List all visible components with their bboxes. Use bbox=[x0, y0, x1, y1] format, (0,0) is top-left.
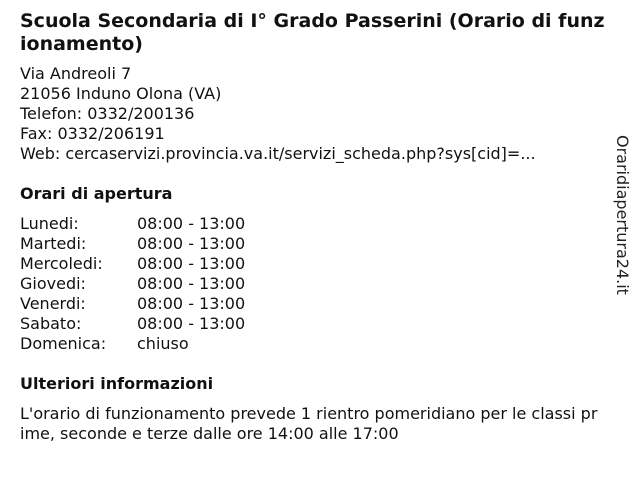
fax-number: Fax: 0332/206191 bbox=[20, 124, 165, 143]
table-row bbox=[20, 274, 245, 294]
hours-value: 08:00 - 13:00 bbox=[137, 214, 246, 233]
hours-value: chiuso bbox=[137, 334, 189, 353]
day-label: Lunedi: bbox=[20, 214, 79, 233]
opening-hours-table bbox=[20, 214, 245, 354]
table-row bbox=[20, 254, 245, 274]
city-address: 21056 Induno Olona (VA) bbox=[20, 84, 222, 103]
address-block bbox=[20, 64, 536, 164]
site-watermark: Oraridiapertura24.it bbox=[613, 135, 632, 295]
table-row bbox=[20, 294, 245, 314]
website-link[interactable]: Web: cercaservizi.provincia.va.it/servizi_scheda.php?sys[cid]=... bbox=[20, 144, 536, 163]
day-label: Giovedi: bbox=[20, 274, 86, 293]
hours-value: 08:00 - 13:00 bbox=[137, 314, 246, 333]
opening-hours-heading: Orari di apertura bbox=[20, 184, 173, 203]
phone-number: Telefon: 0332/200136 bbox=[20, 104, 195, 123]
day-label: Mercoledi: bbox=[20, 254, 103, 273]
more-info-heading: Ulteriori informazioni bbox=[20, 374, 214, 393]
more-info-text: L'orario di funzionamento prevede 1 rientro pomeridiano per le classi prime, seconde e terze dalle ore 14:00 alle 17:00 bbox=[20, 404, 598, 443]
hours-value: 08:00 - 13:00 bbox=[137, 234, 246, 253]
table-row bbox=[20, 314, 245, 334]
page-title: Scuola Secondaria di I° Grado Passerini (Orario di funzionamento) bbox=[20, 10, 605, 55]
day-label: Sabato: bbox=[20, 314, 82, 333]
hours-value: 08:00 - 13:00 bbox=[137, 294, 246, 313]
table-row bbox=[20, 214, 245, 234]
day-label: Venerdi: bbox=[20, 294, 86, 313]
day-label: Martedi: bbox=[20, 234, 87, 253]
hours-value: 08:00 - 13:00 bbox=[137, 254, 246, 273]
table-row bbox=[20, 234, 245, 254]
table-row bbox=[20, 334, 245, 354]
day-label: Domenica: bbox=[20, 334, 107, 353]
hours-value: 08:00 - 13:00 bbox=[137, 274, 246, 293]
street-address: Via Andreoli 7 bbox=[20, 64, 132, 83]
